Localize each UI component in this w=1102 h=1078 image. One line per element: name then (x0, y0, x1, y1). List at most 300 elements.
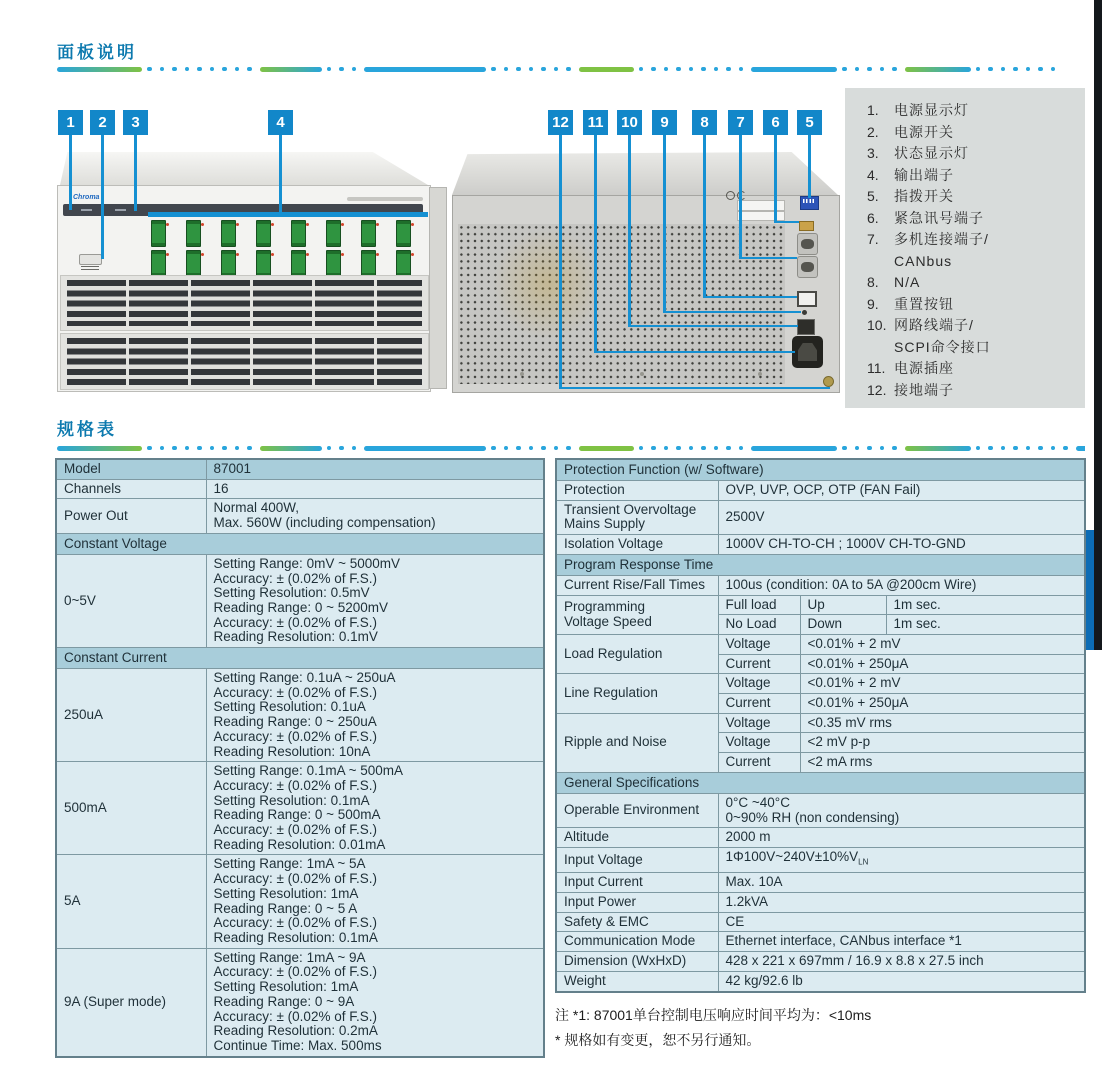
legend-item-label: 重置按钮 (894, 295, 954, 312)
vent-grille (60, 275, 429, 331)
cell-text: Constant Voltage (64, 535, 167, 551)
callout-box-12: 12 (548, 110, 573, 135)
table-row (56, 762, 544, 855)
cell-text: 9A (Super mode) (64, 993, 167, 1009)
table-row (556, 932, 1085, 952)
footnote-1: 注 *1: 87001单台控制电压响应时间平均为：<10ms (555, 1006, 872, 1023)
cell-text: Dimension (WxHxD) (564, 953, 687, 969)
cell-text: 1m sec. (893, 616, 941, 632)
output-terminal-block (151, 220, 166, 247)
separator-dot (147, 446, 152, 451)
callout-box-6: 6 (763, 110, 788, 135)
table-row (556, 893, 1085, 913)
cell-text: 5A (64, 893, 81, 909)
cell-text: Setting Range: 1mA ~ 9A (213, 949, 366, 965)
legend-item-number: 9. (867, 295, 879, 312)
separator-bar (579, 67, 634, 72)
spec-value-cell (206, 499, 544, 533)
multi-unit-connector (797, 233, 818, 255)
separator-dot (1051, 446, 1056, 451)
panel-section-title: 面板说明 (57, 43, 137, 62)
cell-text: Reading Resolution: 0.2mA (213, 1023, 378, 1039)
spec-sub-cell (718, 733, 800, 753)
footnotes (555, 1003, 1086, 1055)
spec-label-cell (556, 828, 718, 848)
separator-dot (726, 67, 731, 72)
cell-text: Accuracy: ± (0.02% of F.S.) (213, 777, 377, 793)
cell-text: Program Response Time (564, 556, 714, 572)
cell-text: Accuracy: ± (0.02% of F.S.) (213, 822, 377, 838)
separator-dot (855, 446, 860, 451)
cell-text: Normal 400W, (213, 500, 300, 516)
output-terminal-block (291, 220, 306, 247)
separator-dot (988, 446, 993, 451)
separator-dot (639, 67, 644, 72)
multi-unit-connector (797, 256, 818, 278)
legend-item (867, 380, 1085, 402)
separator-dot (739, 446, 744, 451)
leader-line (594, 351, 795, 354)
section-header-cell (56, 533, 544, 554)
brand-logo: Chroma (73, 194, 100, 201)
spec-value-cell (718, 971, 1085, 991)
output-terminal-block (221, 250, 236, 277)
cell-text: 0~90% RH (non condensing) (725, 809, 900, 825)
dip-switch (800, 196, 819, 210)
spec-value-cell (206, 855, 544, 948)
cell-text: 250uA (64, 706, 104, 722)
cell-text: Line Regulation (564, 685, 658, 701)
spec-label-cell (56, 669, 206, 762)
leader-line (663, 135, 666, 313)
ce-mark-icon (726, 191, 748, 199)
cell-text: Full load (725, 596, 777, 612)
separator-dot (1001, 67, 1006, 72)
separator-dot (714, 67, 719, 72)
legend-item-number: 4. (867, 166, 879, 183)
output-terminal-block (256, 220, 271, 247)
label-sticker (737, 200, 785, 211)
cell-text: Model (64, 461, 101, 476)
label-sticker (737, 211, 785, 221)
output-terminal-block (326, 220, 341, 247)
spec-sub-cell (718, 615, 800, 635)
separator-dot (222, 67, 227, 72)
spec-label-cell (556, 952, 718, 972)
leader-line (69, 135, 72, 210)
separator-dot (210, 67, 215, 72)
spec-label-cell (56, 499, 206, 533)
separator-dot (976, 446, 981, 451)
power-switch (79, 254, 102, 265)
output-terminal-block (396, 220, 411, 247)
cell-text: Protection (564, 482, 625, 497)
spec-value-cell (718, 847, 1085, 872)
separator-dot (516, 446, 521, 451)
cell-text: 42 kg/92.6 lb (725, 972, 803, 988)
legend-item-label: 网路线端子/ (894, 317, 974, 333)
legend-item-number: 8. (867, 274, 879, 290)
separator-dot (1038, 67, 1043, 72)
spec-label-cell (556, 481, 718, 501)
spec-label-cell (556, 793, 718, 827)
callout-box-4: 4 (268, 110, 293, 135)
cell-text: Continue Time: Max. 500ms (213, 1037, 382, 1053)
legend-item (867, 100, 1085, 122)
separator-dot (147, 67, 152, 72)
cell-text: 1.2kVA (725, 894, 769, 910)
legend-item-label: 电源显示灯 (894, 102, 969, 118)
separator-dot (639, 446, 644, 451)
spec-label-cell (56, 855, 206, 948)
output-terminal-block (221, 220, 236, 247)
cell-text: Accuracy: ± (0.02% of F.S.) (213, 684, 377, 700)
separator-dot (185, 67, 190, 72)
separator-dot (529, 446, 534, 451)
separator-bar (364, 67, 486, 72)
spec-label-cell (556, 575, 718, 595)
leader-line (774, 135, 777, 223)
section-row (56, 648, 544, 669)
emergency-signal-connector (799, 221, 814, 231)
leader-line (101, 135, 104, 259)
spec-value-cell (800, 694, 1085, 714)
spec-value-cell (886, 615, 1085, 635)
leader-line (134, 135, 137, 211)
spec-label-cell (556, 535, 718, 555)
legend-item-number: 3. (867, 145, 879, 161)
spec-label-cell (556, 847, 718, 872)
cell-text: Voltage (725, 734, 771, 750)
output-terminal-block (291, 250, 306, 277)
section-row (556, 554, 1085, 575)
spec-value-cell (206, 554, 544, 647)
cell-text: Input Power (564, 894, 637, 910)
cell-text: Protection Function (w/ Software) (564, 462, 764, 477)
table-row (56, 669, 544, 762)
separator-bar (751, 446, 837, 451)
cell-text: <0.01% + 250μA (807, 655, 909, 671)
leader-line (628, 325, 798, 328)
separator-dot (880, 446, 885, 451)
spec-value-cell (718, 575, 1085, 595)
separator-dot (988, 67, 993, 72)
cell-text: Reading Range: 0 ~ 5 A (213, 900, 358, 916)
cell-text: Ethernet interface, CANbus interface *1 (725, 933, 962, 949)
cell-text: Constant Current (64, 650, 167, 666)
spec-value-cell (718, 828, 1085, 848)
separator-dot (842, 446, 847, 451)
separator-dot (160, 67, 165, 72)
output-terminal-block (186, 220, 201, 247)
cell-text: No Load (725, 616, 777, 632)
separator-dot (726, 446, 731, 451)
cell-text: Accuracy: ± (0.02% of F.S.) (213, 570, 377, 586)
table-row (56, 499, 544, 533)
separator-dot (689, 446, 694, 451)
cell-text: Ripple and Noise (564, 734, 667, 750)
separator-dot (491, 446, 496, 451)
section-header-cell (556, 459, 1085, 481)
cell-text: Communication Mode (564, 933, 696, 949)
cell-text: 2500V (725, 509, 765, 525)
callout-box-2: 2 (90, 110, 115, 135)
spec-value-cell (800, 674, 1085, 694)
screw (758, 372, 762, 376)
cell-text: Up (807, 596, 825, 612)
legend-item-number: 11. (867, 360, 886, 376)
output-terminal-block (151, 250, 166, 277)
output-terminal-block (186, 250, 201, 277)
spec-label-cell (556, 932, 718, 952)
table-row (556, 500, 1085, 534)
spec-value-cell (718, 912, 1085, 932)
separator-bar (579, 446, 634, 451)
cell-text: Accuracy: ± (0.02% of F.S.) (213, 1008, 377, 1024)
output-terminal-highlight (148, 212, 428, 217)
separator-dot (1051, 67, 1056, 72)
rear-chassis-top (452, 152, 838, 195)
cell-text: Setting Resolution: 0.1uA (213, 699, 366, 715)
cell-text: Reading Range: 0 ~ 500mA (213, 807, 381, 823)
table-row (56, 948, 544, 1056)
cell-text: Setting Range: 0mV ~ 5000mV (213, 555, 400, 571)
decorative-separator (57, 66, 1060, 72)
spec-label-cell (56, 762, 206, 855)
cell-text: Reading Resolution: 0.01mA (213, 836, 386, 852)
separator-dot (664, 67, 669, 72)
right-spec-table (555, 458, 1086, 993)
spec-value-cell (206, 479, 544, 499)
legend-item-number: 5. (867, 188, 879, 204)
separator-dot (676, 67, 681, 72)
output-terminal-block (361, 250, 376, 277)
separator-dot (541, 67, 546, 72)
table-row (56, 855, 544, 948)
cell-text: Current (725, 754, 771, 770)
leader-line (628, 135, 631, 327)
separator-dot (651, 67, 656, 72)
table-row (556, 971, 1085, 991)
separator-dot (210, 446, 215, 451)
output-terminal-block (396, 250, 411, 277)
cell-text: Safety & EMC (564, 913, 649, 929)
section-row (556, 772, 1085, 793)
spec-sub-cell (718, 694, 800, 714)
legend-item (867, 294, 1085, 316)
table-row (556, 847, 1085, 872)
separator-dot (976, 67, 981, 72)
spec-value-cell (800, 713, 1085, 733)
spec-label-cell (56, 479, 206, 499)
separator-dot (554, 67, 559, 72)
spec-value-cell (718, 952, 1085, 972)
output-terminal-block (256, 250, 271, 277)
legend-item (867, 251, 1085, 273)
legend-item-number: 7. (867, 231, 879, 247)
cell-text: Load Regulation (564, 645, 663, 661)
leader-line (739, 135, 742, 259)
cell-text: <2 mV p-p (807, 734, 871, 750)
separator-bar (57, 446, 142, 451)
cell-text: Weight (564, 972, 606, 988)
legend-item (867, 143, 1085, 165)
spec-label-cell (56, 459, 206, 479)
cell-text: Accuracy: ± (0.02% of F.S.) (213, 728, 377, 744)
output-terminal-block (361, 220, 376, 247)
separator-dot (1026, 67, 1031, 72)
spec-sub-cell (800, 595, 886, 615)
separator-bar (260, 67, 322, 72)
cell-text: 100us (condition: 0A to 5A @200cm Wire) (725, 576, 977, 592)
spec-label-cell (556, 713, 718, 772)
legend-item (867, 208, 1085, 230)
cell-text: 500mA (64, 800, 107, 815)
separator-dot (867, 446, 872, 451)
spec-sub-cell (718, 654, 800, 674)
reset-button (802, 310, 807, 315)
separator-dot (1063, 446, 1068, 451)
callout-box-7: 7 (728, 110, 753, 135)
separator-dot (892, 446, 897, 451)
callout-box-9: 9 (652, 110, 677, 135)
cell-text: Setting Resolution: 1mA (213, 979, 359, 995)
spec-sub-cell (718, 595, 800, 615)
separator-dot (566, 446, 571, 451)
spec-sub-cell (718, 753, 800, 773)
separator-dot (714, 446, 719, 451)
spec-label-cell (556, 674, 718, 713)
spec-value-cell (718, 500, 1085, 534)
separator-dot (516, 67, 521, 72)
separator-dot (1013, 67, 1018, 72)
legend-item-number (867, 251, 894, 273)
spec-label-cell (556, 634, 718, 673)
legend-item-label: 多机连接端子/ (894, 231, 989, 247)
cell-text: Reading Resolution: 0.1mA (213, 929, 378, 945)
callout-box-1: 1 (58, 110, 83, 135)
rear-perforation (458, 224, 785, 384)
spec-label-cell (556, 893, 718, 913)
section-header-cell (556, 772, 1085, 793)
cell-text: 87001 (213, 461, 252, 476)
separator-dot (352, 446, 357, 451)
separator-dot (160, 446, 165, 451)
cell-text: 0~5V (64, 592, 96, 608)
screw (640, 372, 644, 376)
cell-text: Setting Range: 0.1uA ~ 250uA (213, 670, 396, 686)
spec-value-cell (718, 535, 1085, 555)
cell-text: <0.01% + 2 mV (807, 675, 901, 691)
cell-text: Voltage (725, 714, 771, 730)
cell-text: Accuracy: ± (0.02% of F.S.) (213, 915, 377, 931)
spec-sub-cell (800, 615, 886, 635)
cell-text: <0.35 mV rms (807, 714, 892, 730)
legend-item (867, 337, 1085, 359)
cell-text: <0.01% + 2 mV (807, 635, 901, 651)
cell-text: CE (725, 913, 745, 929)
legend-item-number: 12. (867, 381, 887, 398)
cell-text: Reading Range: 0 ~ 5200mV (213, 599, 388, 615)
spec-value-cell (718, 932, 1085, 952)
spec-value-cell (800, 654, 1085, 674)
cell-text: Altitude (564, 829, 610, 845)
separator-dot (855, 67, 860, 72)
separator-dot (892, 67, 897, 72)
callout-box-8: 8 (692, 110, 717, 135)
separator-dot (676, 446, 681, 451)
cell-text: Programming (564, 599, 646, 615)
legend-item-number: 1. (867, 102, 879, 118)
model-text-area (347, 197, 423, 201)
legend-item-label: 接地端子 (894, 381, 954, 398)
separator-dot (701, 446, 706, 451)
leader-line (559, 387, 830, 390)
left-spec-table-wrap (55, 458, 545, 1058)
busy-indicator (115, 209, 126, 211)
table-row (556, 535, 1085, 555)
spec-section-title: 规格表 (57, 420, 117, 439)
separator-dot (1038, 446, 1043, 451)
spec-value-cell (206, 762, 544, 855)
table-row (56, 479, 544, 499)
table-row (556, 912, 1085, 932)
page-edge-accent (1086, 530, 1094, 650)
spec-value-cell (718, 481, 1085, 501)
legend-item-number: 10. (867, 317, 887, 333)
spec-value-cell (718, 873, 1085, 893)
separator-dot (664, 446, 669, 451)
spec-value-cell (718, 893, 1085, 913)
cell-text: Input Current (564, 874, 643, 890)
cell-text: Transient Overvoltage (564, 501, 697, 517)
separator-dot (541, 446, 546, 451)
front-chassis-top (60, 152, 428, 185)
leader-line (279, 135, 282, 216)
cell-text: $1\Phi 100V\sim 240V\pm 10\%V_{LN}$ (725, 848, 869, 867)
separator-dot (222, 446, 227, 451)
separator-dot (235, 67, 240, 72)
cell-text: Mains Supply (564, 516, 646, 532)
spec-label-cell (556, 912, 718, 932)
leader-line (559, 135, 562, 389)
separator-dot (566, 67, 571, 72)
table-row (556, 828, 1085, 848)
separator-dot (247, 67, 252, 72)
legend-item-label: SCPI命令接口 (894, 338, 991, 355)
cell-text: Accuracy: ± (0.02% of F.S.) (213, 614, 377, 630)
legend-panel (845, 88, 1085, 408)
legend-item-label: CANbus (894, 252, 953, 269)
footnote-2: * 规格如有变更，恕不另行通知。 (555, 1032, 761, 1049)
separator-dot (172, 67, 177, 72)
leader-line (663, 311, 801, 314)
separator-dot (491, 67, 496, 72)
cell-text: Accuracy: ± (0.02% of F.S.) (213, 964, 377, 980)
cell-text: Reading Range: 0 ~ 250uA (213, 714, 377, 730)
cell-text: Current Rise/Fall Times (564, 576, 706, 592)
cell-text: 0°C ~40°C (725, 794, 790, 810)
legend-item-label: 紧急讯号端子 (894, 209, 984, 226)
table-row (556, 674, 1085, 694)
separator-dot (842, 67, 847, 72)
callout-box-10: 10 (617, 110, 642, 135)
vent-grille (60, 333, 429, 390)
cell-text: 1m sec. (893, 596, 941, 612)
separator-dot (701, 67, 706, 72)
separator-bar (905, 446, 971, 451)
cell-text: Channels (64, 480, 122, 496)
